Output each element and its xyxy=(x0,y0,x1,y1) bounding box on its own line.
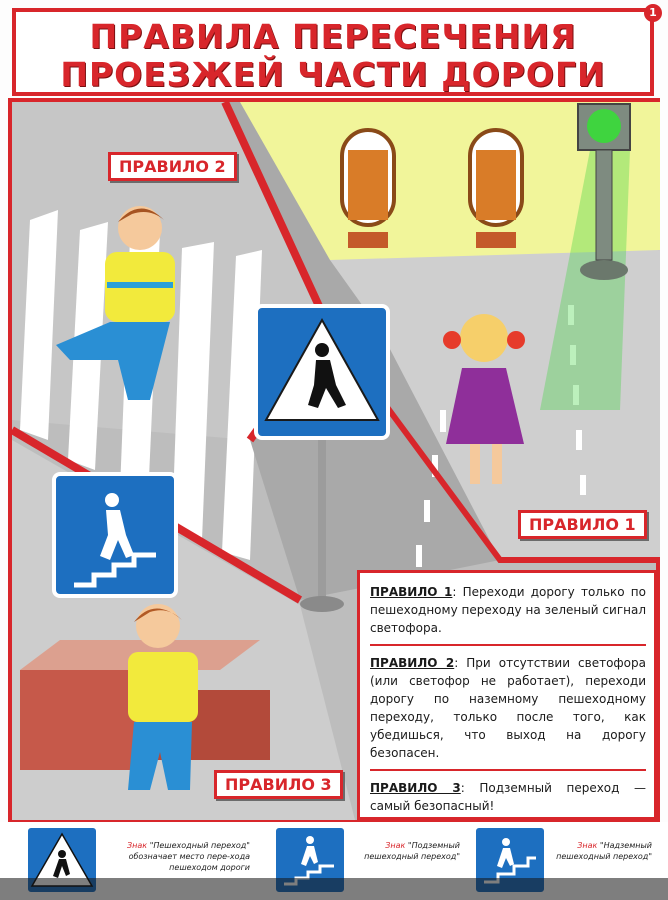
rule-2-label: ПРАВИЛО 2 xyxy=(108,152,237,181)
divider xyxy=(370,644,646,646)
footer-prefix: Знак xyxy=(385,841,406,850)
rule-1-text: : Переходи дорогу только по пешеходному переходу на зеленый сигнал светофора. xyxy=(370,585,646,635)
footer-caption-3 xyxy=(552,840,652,862)
rule-3-label: ПРАВИЛО 3 xyxy=(214,770,343,799)
page-number-badge: 1 xyxy=(644,4,662,22)
rule-2-heading: ПРАВИЛО 2 xyxy=(370,656,455,670)
footer-sign-name: "Подземный пешеходный переход" xyxy=(364,841,460,861)
rule-3-heading: ПРАВИЛО 3 xyxy=(370,781,461,795)
footer-sign-name: "Пешеходный переход" xyxy=(149,841,250,850)
divider xyxy=(370,769,646,771)
poster-title xyxy=(12,8,654,96)
title-line-2: ПРОЕЗЖЕЙ ЧАСТИ ДОРОГИ xyxy=(60,55,606,94)
rule-1-paragraph xyxy=(370,583,646,637)
bottom-shadow-bar xyxy=(0,878,668,900)
rule-2-text: : При отсутствии светофора (или светофор не работает), переходи дорогу по наземному пешеходному переходу, только после того, как убедишься, что выход на дорогу безопасен. xyxy=(370,656,646,760)
rule-3-paragraph xyxy=(370,779,646,815)
footer-sign-name: "Надземный пешеходный переход" xyxy=(556,841,652,861)
footer-caption-1 xyxy=(100,840,250,873)
title-line-1: ПРАВИЛА ПЕРЕСЕЧЕНИЯ xyxy=(89,17,577,56)
rule-2-paragraph xyxy=(370,654,646,762)
footer-sign-desc: обозначает место пере-хода пешеходом дороги xyxy=(128,852,250,872)
rule-1-heading: ПРАВИЛО 1 xyxy=(370,585,453,599)
footer-prefix: Знак xyxy=(577,841,598,850)
rule-1-label: ПРАВИЛО 1 xyxy=(518,510,647,539)
rules-text-box xyxy=(357,570,657,820)
underground-crossing-sign xyxy=(54,474,176,596)
footer-prefix: Знак xyxy=(127,841,148,850)
footer-caption-2 xyxy=(350,840,460,862)
rule-3-text: : Подземный переход — самый безопасный! xyxy=(370,781,646,813)
